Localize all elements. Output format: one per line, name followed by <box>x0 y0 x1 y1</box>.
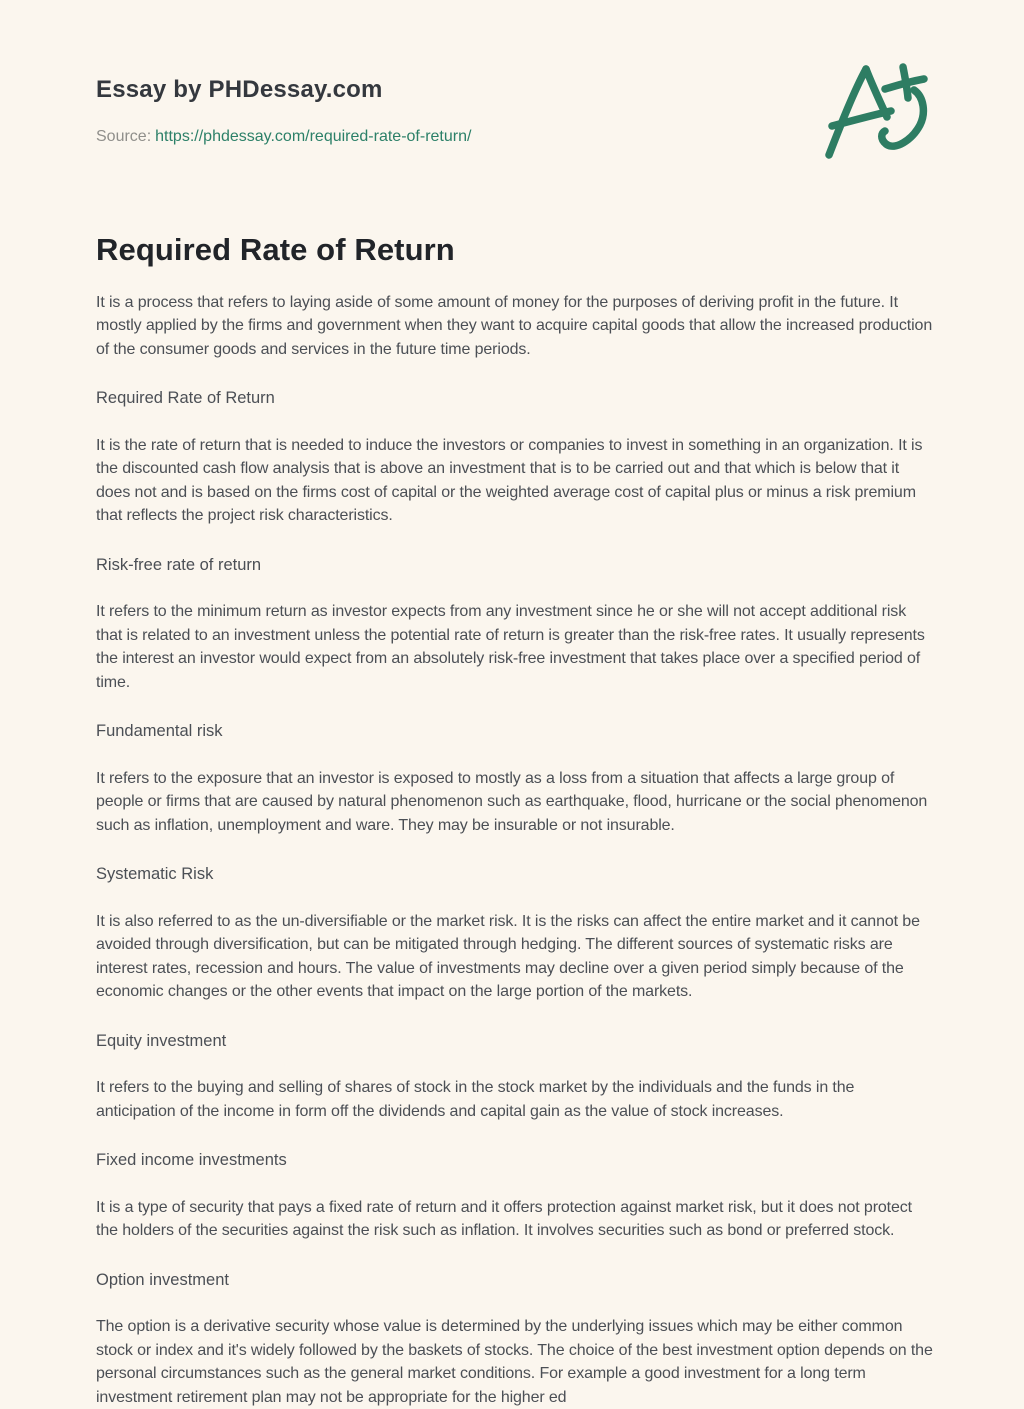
section-heading: Risk-free rate of return <box>96 555 262 574</box>
essay-paragraph: It is a process that refers to laying aside of some amount of money for the purposes of deriving profit in the future. It mostly applied by the firms and government when they want to acquire capital goods that allow the increased production of the consumer goods and services in the future time periods. <box>96 293 933 358</box>
essay-paragraph: It is a type of security that pays a fixed rate of return and it offers protection against market risk, but it does not protect the holders of the securities against the risk such as inflation. It involves securities such as bond or preferred stock. <box>96 1198 912 1240</box>
source-line <box>96 127 936 146</box>
section-heading: Option investment <box>96 1270 229 1289</box>
logo-plus-vertical <box>903 67 908 98</box>
section-heading: Systematic Risk <box>96 865 214 884</box>
essay-body <box>96 291 936 1409</box>
essay-paragraph: It refers to the exposure that an investor is exposed to mostly as a loss from a situation that affects a large group of people or firms that are caused by natural phenomenon such as earthquake, flood, hurricane or the social phenomenon such as inflation, unemployment and ware. They may be insurable or not insurable. <box>96 769 928 834</box>
source-url-link[interactable]: https://phdessay.com/required-rate-of-return/ <box>155 127 472 145</box>
site-title: Essay by PHDessay.com <box>96 76 383 103</box>
section-heading: Fundamental risk <box>96 722 223 741</box>
essay-paragraph: It is the rate of return that is needed to induce the investors or companies to invest in something in an organization. It is the discounted cash flow analysis that is above an investment that is to be carried out and that which is below that it does not and is based on the firms cost of capital or the weighted average cost of capital plus or minus a risk premium that reflects the project risk characteristics. <box>96 436 923 525</box>
source-label: Source: <box>96 127 152 145</box>
page-title: Required Rate of Return <box>96 231 455 267</box>
logo-a-left-leg <box>829 69 866 155</box>
section-heading: Required Rate of Return <box>96 389 275 408</box>
essay-paragraph: It refers to the buying and selling of shares of stock in the stock market by the individuals and the funds in the anticipation of the income in form off the dividends and capital gain as the value of stock increases. <box>96 1079 855 1120</box>
a-plus-logo-icon <box>825 62 929 162</box>
section-heading: Equity investment <box>96 1031 227 1050</box>
essay-paragraph: It refers to the minimum return as investor expects from any investment since he or she will not accept additional risk that is related to an investment unless the potential rate of return is greater than the risk-free rates. It usually represents the interest an investor would expect from an absolutely risk-free investment that takes place over a specified period of time. <box>96 603 925 691</box>
essay-paragraph: The option is a derivative security whose value is determined by the underlying issues which may be either common stock or index and it's widely followed by the baskets of stocks. The choice of the best investment option depends on the personal circumstances such as the general market conditions. For example a good investment for a long term investment retirement plan may not be appropriate for the higher ed <box>96 1318 933 1406</box>
section-heading: Fixed income investments <box>96 1151 287 1170</box>
essay-paragraph: It is also referred to as the un-diversifiable or the market risk. It is the risks can affect the entire market and it cannot be avoided through diversification, but can be mitigated through hedging. The different sources of systematic risks are interest rates, recession and hours. The value of investments may decline over a given period simply because of the economic changes or the other events that impact on the large portion of the markets. <box>96 912 920 1001</box>
